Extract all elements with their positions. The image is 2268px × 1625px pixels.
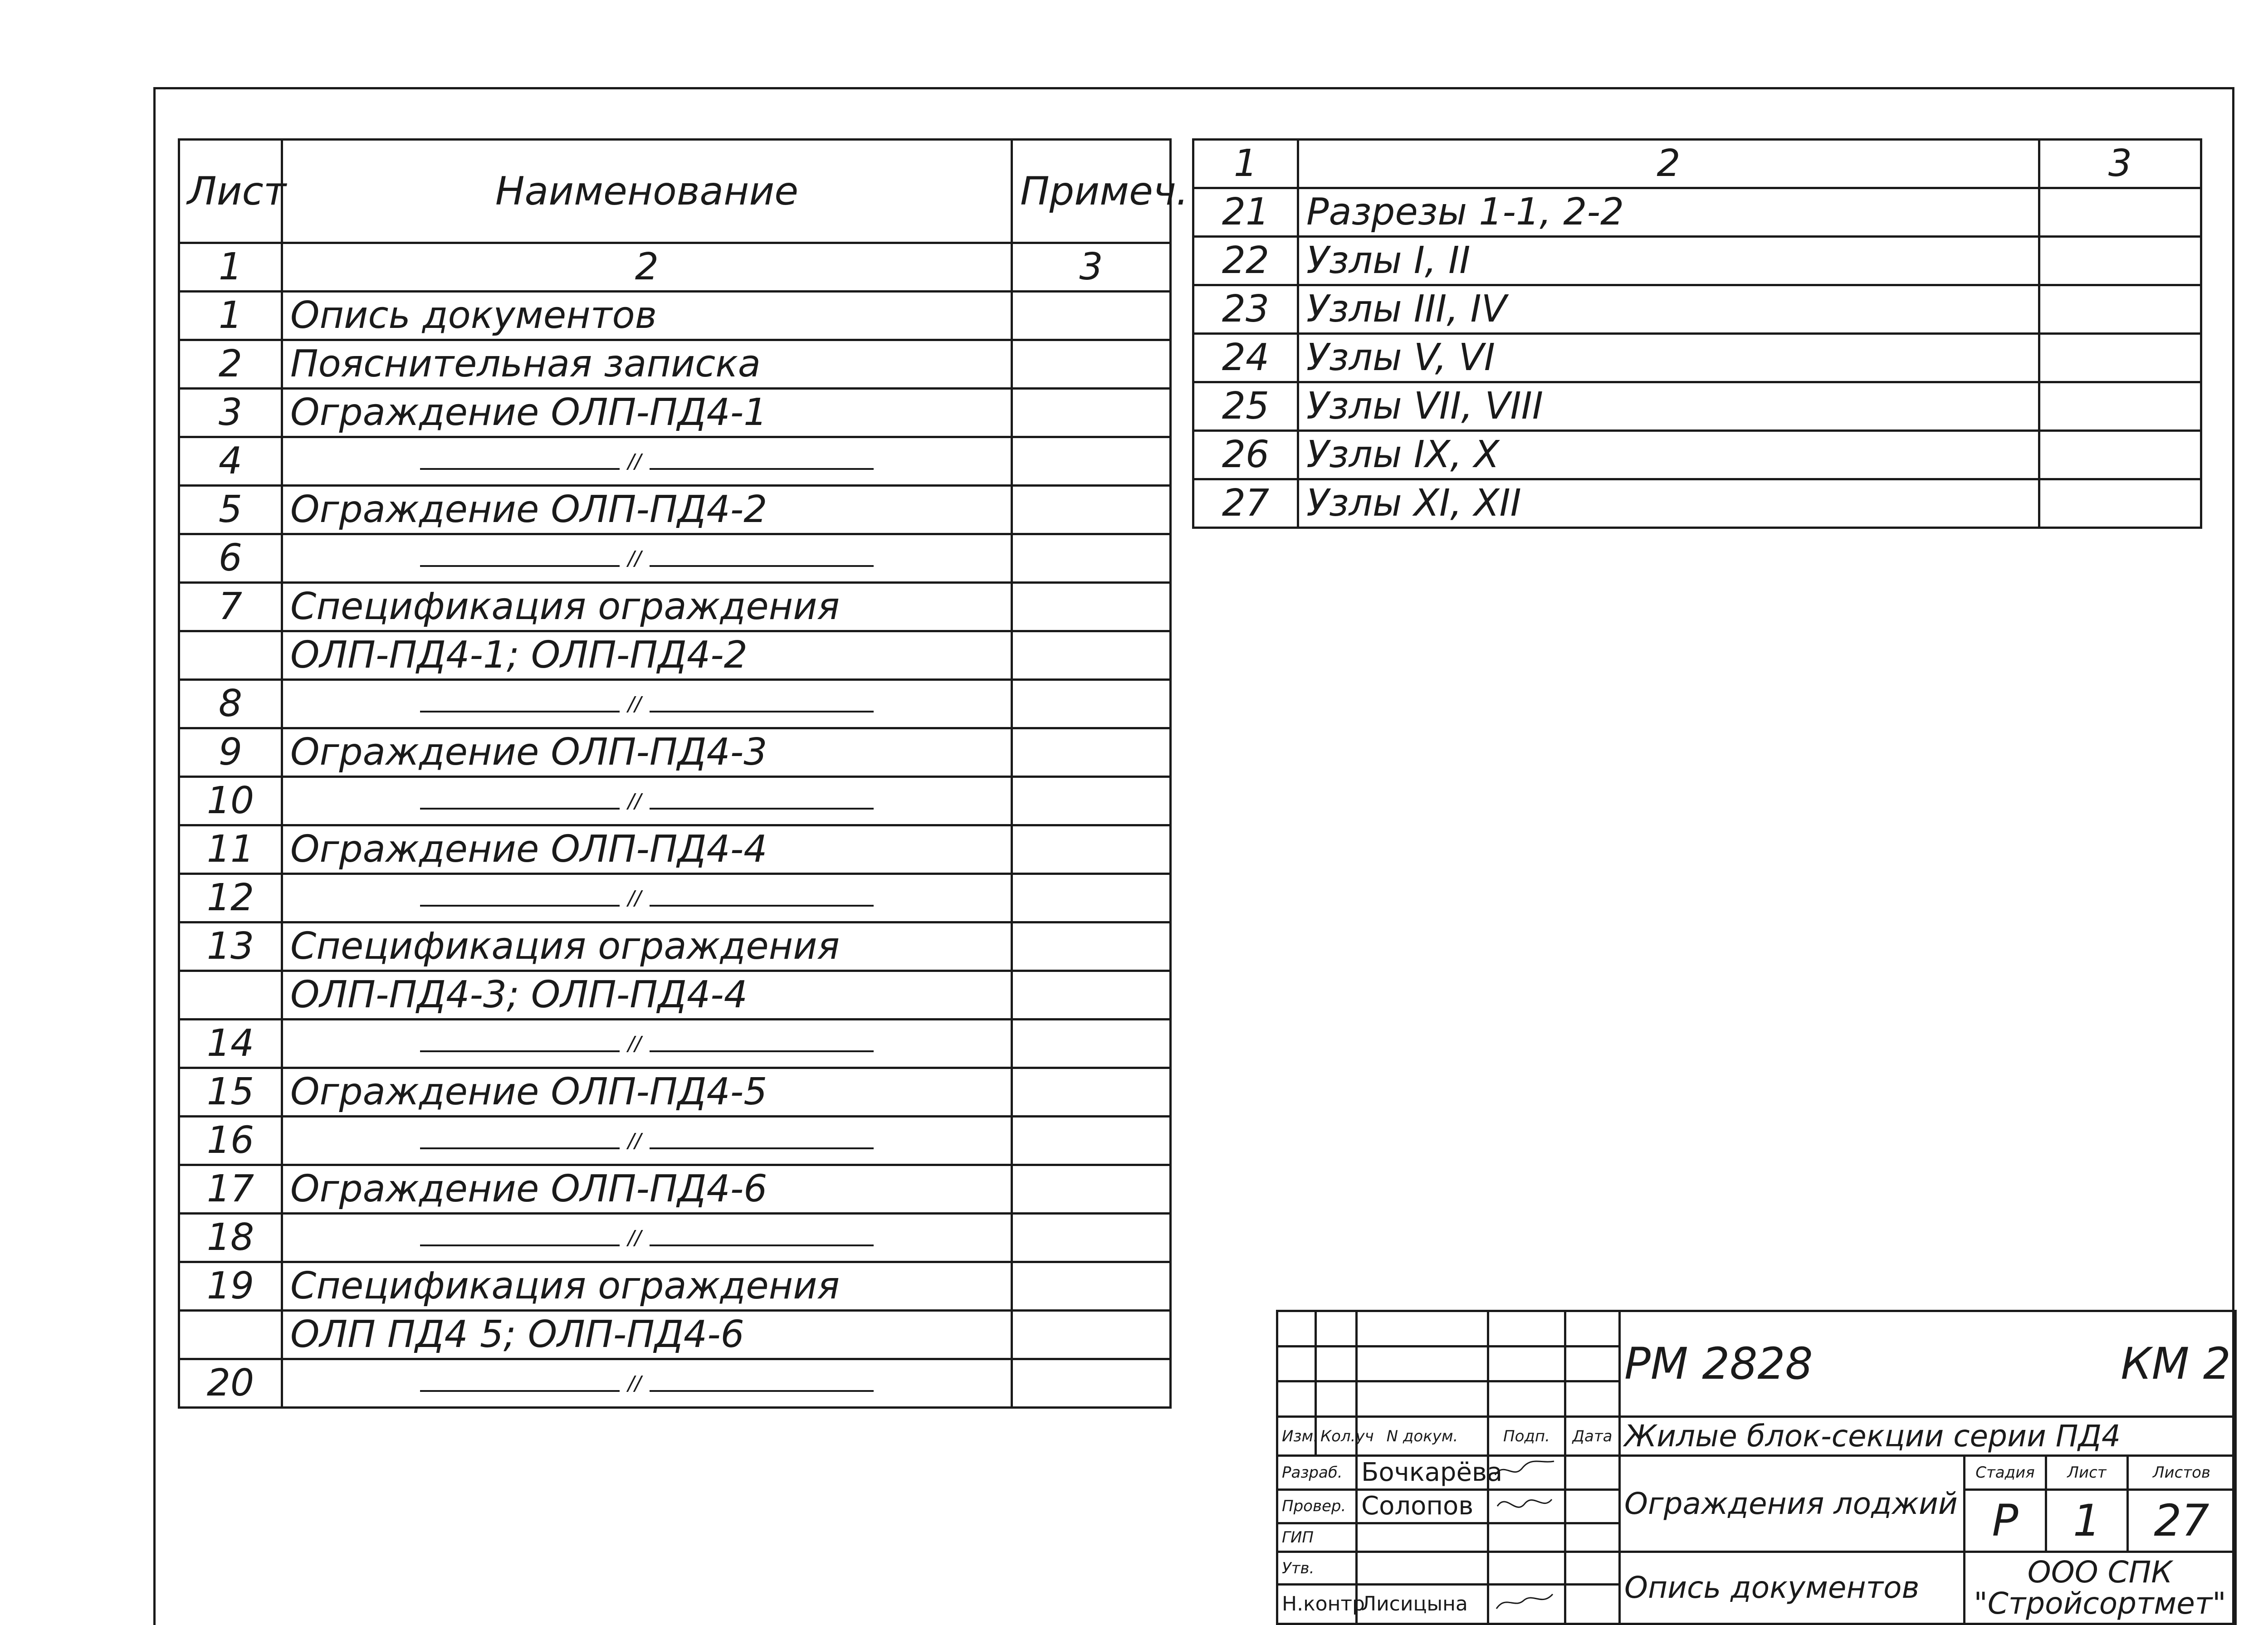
note-cell	[1012, 1117, 1171, 1165]
note-cell	[2039, 382, 2201, 431]
note-cell	[1012, 583, 1171, 631]
table-row	[179, 680, 1171, 728]
document-name: Ограждение ОЛП-ПД4-1	[282, 389, 1012, 437]
note-cell	[2039, 285, 2201, 334]
table-row	[179, 389, 1171, 437]
index-1: 1	[179, 243, 282, 292]
sheet-number: 25	[1193, 382, 1298, 431]
index-2: 2	[1298, 140, 2039, 188]
table-row	[179, 292, 1171, 340]
header-sheet: Лист	[179, 140, 282, 243]
code-mark-cell	[1620, 1311, 2236, 1417]
document-name: Узлы XI, XII	[1298, 479, 2039, 528]
role-1: Провер.	[1277, 1489, 1357, 1523]
table-row	[179, 1068, 1171, 1117]
role-0: Разраб.	[1277, 1456, 1357, 1489]
sheet-title: Опись документов	[1620, 1552, 1965, 1624]
sheet-number: 20	[179, 1359, 282, 1408]
document-name: Пояснительная записка	[282, 340, 1012, 389]
sheet-number: 13	[179, 922, 282, 971]
title-block-table	[1276, 1310, 2237, 1625]
note-cell	[1012, 1311, 1171, 1359]
sheet-number: 4	[179, 437, 282, 486]
table-row	[179, 1311, 1171, 1359]
table-row	[1193, 285, 2201, 334]
sheet-number	[179, 1311, 282, 1359]
document-name: Спецификация ограждения	[282, 583, 1012, 631]
table-row	[179, 874, 1171, 922]
ditto-mark: //	[620, 791, 650, 811]
table-row	[179, 728, 1171, 777]
note-cell	[1012, 292, 1171, 340]
sheet-number: 8	[179, 680, 282, 728]
ditto-mark: //	[620, 452, 650, 472]
note-cell	[1012, 437, 1171, 486]
sheet-number: 24	[1193, 334, 1298, 382]
sheet-number: 15	[179, 1068, 282, 1117]
note-cell	[1012, 534, 1171, 583]
note-cell	[2039, 479, 2201, 528]
ditto-mark: //	[620, 1374, 650, 1394]
sheet-number: 14	[179, 1020, 282, 1068]
note-cell	[1012, 631, 1171, 680]
document-name: Ограждение ОЛП-ПД4-6	[282, 1165, 1012, 1214]
document-name	[282, 680, 1012, 728]
table-row	[179, 922, 1171, 971]
document-name: Ограждение ОЛП-ПД4-5	[282, 1068, 1012, 1117]
table-row	[179, 1214, 1171, 1262]
table-row	[179, 1117, 1171, 1165]
note-cell	[1012, 874, 1171, 922]
role-3: Утв.	[1277, 1552, 1357, 1585]
table-row	[179, 825, 1171, 874]
table-row	[179, 631, 1171, 680]
note-cell	[1012, 389, 1171, 437]
sheets-header: Листов	[2128, 1456, 2236, 1489]
header-note: Примеч.	[1012, 140, 1171, 243]
index-1: 1	[1193, 140, 1298, 188]
note-cell	[2039, 237, 2201, 285]
table-row	[1193, 334, 2201, 382]
sheet-number: 23	[1193, 285, 1298, 334]
table-row	[1193, 237, 2201, 285]
document-name: Ограждение ОЛП-ПД4-3	[282, 728, 1012, 777]
note-cell	[1012, 1020, 1171, 1068]
document-name: Ограждение ОЛП-ПД4-4	[282, 825, 1012, 874]
sheet-number: 18	[179, 1214, 282, 1262]
note-cell	[1012, 971, 1171, 1020]
note-cell	[1012, 1359, 1171, 1408]
sheet-number: 22	[1193, 237, 1298, 285]
col-sign: Подп.	[1488, 1417, 1565, 1456]
sheet-number: 19	[179, 1262, 282, 1311]
object-name: Ограждения лоджий	[1620, 1456, 1965, 1552]
left-header-row	[179, 140, 1171, 243]
table-row	[179, 340, 1171, 389]
name-2	[1357, 1523, 1488, 1552]
ditto-mark: //	[620, 694, 650, 714]
note-cell	[1012, 680, 1171, 728]
sheet-number: 2	[179, 340, 282, 389]
sheet-number: 16	[179, 1117, 282, 1165]
ditto-mark: //	[620, 549, 650, 569]
document-name: ОЛП ПД4 5; ОЛП-ПД4-6	[282, 1311, 1012, 1359]
col-kol: Кол.уч	[1316, 1417, 1357, 1456]
name-4: Лисицына	[1357, 1585, 1488, 1624]
signature-1	[1488, 1489, 1565, 1523]
table-row	[1193, 431, 2201, 479]
table-row	[179, 486, 1171, 534]
document-name: Ограждение ОЛП-ПД4-2	[282, 486, 1012, 534]
project-name: Жилые блок-секции серии ПД4	[1620, 1417, 2236, 1456]
document-name: Узлы IX, X	[1298, 431, 2039, 479]
role-4: Н.контр	[1277, 1585, 1357, 1624]
document-name: ОЛП-ПД4-3; ОЛП-ПД4-4	[282, 971, 1012, 1020]
signature-0	[1488, 1456, 1565, 1489]
document-name	[282, 1214, 1012, 1262]
sheets-value: 27	[2128, 1489, 2236, 1552]
sheet-number: 21	[1193, 188, 1298, 237]
note-cell	[1012, 922, 1171, 971]
document-name	[282, 534, 1012, 583]
sheet-number: 6	[179, 534, 282, 583]
right-index-row	[1193, 140, 2201, 188]
document-name: Спецификация ограждения	[282, 922, 1012, 971]
table-row	[1193, 188, 2201, 237]
stage-header: Стадия	[1965, 1456, 2046, 1489]
document-name	[282, 874, 1012, 922]
document-name: Узлы V, VI	[1298, 334, 2039, 382]
signature-4	[1488, 1585, 1565, 1624]
table-row	[179, 583, 1171, 631]
company-cell	[1965, 1552, 2236, 1624]
ditto-mark: //	[620, 1034, 650, 1054]
table-row	[179, 437, 1171, 486]
document-name: ОЛП-ПД4-1; ОЛП-ПД4-2	[282, 631, 1012, 680]
name-3	[1357, 1552, 1488, 1585]
sheet-number: 5	[179, 486, 282, 534]
document-name: Узлы III, IV	[1298, 285, 2039, 334]
title-block	[1276, 1310, 2234, 1625]
sheet-number: 11	[179, 825, 282, 874]
note-cell	[1012, 486, 1171, 534]
document-name	[282, 1117, 1012, 1165]
table-row	[179, 1020, 1171, 1068]
table-row	[1193, 479, 2201, 528]
name-0: Бочкарёва	[1357, 1456, 1488, 1489]
note-cell	[2039, 188, 2201, 237]
sheet-number: 1	[179, 292, 282, 340]
company-line-2: "Стройсортмет"	[1974, 1586, 2226, 1621]
sheet-number: 3	[179, 389, 282, 437]
sheet-number: 7	[179, 583, 282, 631]
document-mark: КМ 2	[2121, 1338, 2231, 1389]
sheet-header: Лист	[2046, 1456, 2128, 1489]
company-line-1: ООО СПК	[2027, 1554, 2173, 1590]
document-name: Узлы VII, VIII	[1298, 382, 2039, 431]
name-1: Солопов	[1357, 1489, 1488, 1523]
index-2: 2	[282, 243, 1012, 292]
table-row	[179, 534, 1171, 583]
header-name: Наименование	[282, 140, 1012, 243]
sheet-number: 9	[179, 728, 282, 777]
note-cell	[1012, 1262, 1171, 1311]
ditto-mark: //	[620, 888, 650, 908]
note-cell	[1012, 1068, 1171, 1117]
document-name: Опись документов	[282, 292, 1012, 340]
ditto-mark: //	[620, 1131, 650, 1151]
table-row	[179, 971, 1171, 1020]
document-name	[282, 1020, 1012, 1068]
left-documents-table	[178, 138, 1189, 1409]
left-index-row	[179, 243, 1171, 292]
sheet-number	[179, 971, 282, 1020]
note-cell	[1012, 777, 1171, 825]
sheet-number: 12	[179, 874, 282, 922]
sheet-number: 26	[1193, 431, 1298, 479]
document-name: Спецификация ограждения	[282, 1262, 1012, 1311]
document-name: Узлы I, II	[1298, 237, 2039, 285]
sheet-number: 10	[179, 777, 282, 825]
index-3: 3	[1012, 243, 1171, 292]
role-2: ГИП	[1277, 1523, 1357, 1552]
right-documents-table	[1192, 138, 2202, 529]
table-row	[179, 1359, 1171, 1408]
col-doc: N докум.	[1357, 1417, 1488, 1456]
col-izm: Изм.	[1277, 1417, 1316, 1456]
note-cell	[1012, 1214, 1171, 1262]
note-cell	[2039, 431, 2201, 479]
note-cell	[1012, 825, 1171, 874]
note-cell	[1012, 1165, 1171, 1214]
table-row	[1193, 382, 2201, 431]
note-cell	[2039, 334, 2201, 382]
col-date: Дата	[1565, 1417, 1620, 1456]
document-name: Разрезы 1-1, 2-2	[1298, 188, 2039, 237]
note-cell	[1012, 728, 1171, 777]
sheet-number: 27	[1193, 479, 1298, 528]
stage-value: Р	[1965, 1489, 2046, 1552]
table-row	[179, 1262, 1171, 1311]
table-row	[179, 1165, 1171, 1214]
table-row	[179, 777, 1171, 825]
document-name	[282, 777, 1012, 825]
document-name	[282, 437, 1012, 486]
sheet-number	[179, 631, 282, 680]
index-3: 3	[2039, 140, 2201, 188]
sheet-value: 1	[2046, 1489, 2128, 1552]
document-code: РМ 2828	[1624, 1338, 1813, 1389]
ditto-mark: //	[620, 1228, 650, 1248]
document-name	[282, 1359, 1012, 1408]
sheet-number: 17	[179, 1165, 282, 1214]
note-cell	[1012, 340, 1171, 389]
